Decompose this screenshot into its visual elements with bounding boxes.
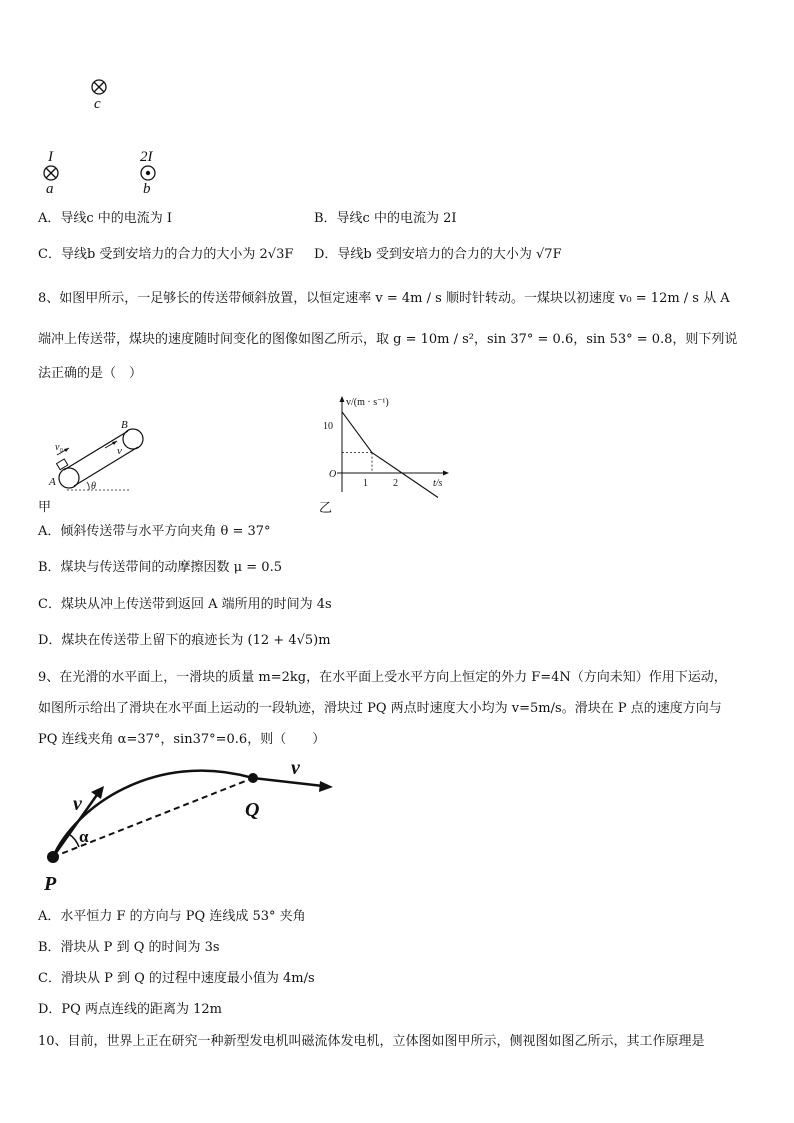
label-alpha: α xyxy=(79,827,89,846)
q9-option-c: C．滑块从 P 到 Q 的过程中速度最小值为 4m/s xyxy=(38,971,315,986)
wire-c-into-page-icon xyxy=(92,80,106,94)
label-v: v xyxy=(117,445,122,457)
q8-stem-line-2: 端冲上传送带，煤块的速度随时间变化的图像如图乙所示，取 g = 10m / s²，sin 37° = 0.6，sin 53° = 0.8，则下列说 xyxy=(38,332,738,347)
label-v-at-p: v xyxy=(73,793,82,815)
q9-stem-line-2: 如图所示给出了滑块在水平面上运动的一段轨迹，滑块过 PQ 两点时速度大小均为 v=5m/s。滑块在 P 点的速度方向与 xyxy=(38,701,722,716)
wire-figure xyxy=(30,70,190,200)
vt-graph xyxy=(315,392,455,520)
x-tick-1: 1 xyxy=(363,478,368,489)
velocity-arrow-q xyxy=(253,778,323,786)
x-axis-label: t/s xyxy=(433,478,443,489)
q9-stem-line-3: PQ 连线夹角 α=37°，sin37°=0.6，则（ ） xyxy=(38,732,326,747)
wire-c-label: c xyxy=(94,96,101,112)
trajectory-figure xyxy=(35,752,345,897)
label-B: B xyxy=(121,419,128,431)
q9-option-b: B．滑块从 P 到 Q 的时间为 3s xyxy=(38,940,220,955)
wire-b-label: b xyxy=(143,181,151,197)
label-Q: Q xyxy=(245,799,260,821)
x-tick-2: 2 xyxy=(393,478,398,489)
wire-b-current: 2I xyxy=(140,149,153,165)
point-q xyxy=(248,773,258,783)
wire-a-label: a xyxy=(46,181,54,197)
q7-option-b: B．导线c 中的电流为 2I xyxy=(314,211,457,226)
q8-stem-line-3: 法正确的是（ ） xyxy=(38,366,143,381)
wire-a-into-page-icon xyxy=(44,166,58,180)
label-A: A xyxy=(49,476,56,488)
q10-stem-line-1: 10、目前，世界上正在研究一种新型发电机叫磁流体发电机，立体图如图甲所示，侧视图如图乙所示，其工作原理是 xyxy=(38,1034,705,1049)
label-theta: θ xyxy=(91,481,96,492)
label-v-at-q: v xyxy=(291,757,300,779)
q9-stem-line-1: 9、在光滑的水平面上，一滑块的质量 m=2kg，在水平面上受水平方向上恒定的外力 F=4N（方向未知）作用下运动， xyxy=(38,670,727,685)
q7-option-d: D．导线b 受到安培力的合力的大小为 √7F xyxy=(314,247,562,262)
caption-yi: 乙 xyxy=(319,500,333,515)
q8-option-b: B．煤块与传送带间的动摩擦因数 μ = 0.5 xyxy=(38,560,282,575)
y-axis-label: v/(m · s⁻¹) xyxy=(346,397,389,408)
point-p xyxy=(47,851,59,863)
wire-b-out-of-page-icon xyxy=(141,166,155,180)
wire-a-current: I xyxy=(48,149,53,165)
q8-stem-line-1: 8、如图甲所示，一足够长的传送带倾斜放置，以恒定速率 v = 4m / s 顺时针转动。一煤块以初速度 v₀ = 12m / s 从 A xyxy=(38,291,730,306)
q7-option-a: A．导线c 中的电流为 I xyxy=(38,211,173,226)
origin-label: O xyxy=(329,469,337,480)
label-v0: v₀ xyxy=(55,442,63,453)
q8-option-a: A．倾斜传送带与水平方向夹角 θ = 37° xyxy=(38,524,271,539)
caption-jia: 甲 xyxy=(38,499,52,514)
label-P: P xyxy=(44,873,57,895)
q9-option-d: D．PQ 两点连线的距离为 12m xyxy=(38,1002,222,1017)
q8-option-d: D．煤块在传送带上留下的痕迹长为 (12 + 4√5)m xyxy=(38,633,331,648)
q9-option-a: A．水平恒力 F 的方向与 PQ 连线成 53° 夹角 xyxy=(38,909,306,924)
q8-option-c: C．煤块从冲上传送带到返回 A 端所用的时间为 4s xyxy=(38,597,332,612)
y-tick-10: 10 xyxy=(323,421,333,432)
velocity-line xyxy=(342,412,438,498)
conveyor-figure xyxy=(35,410,165,520)
q7-option-c: C．导线b 受到安培力的合力的大小为 2√3F xyxy=(38,247,294,262)
